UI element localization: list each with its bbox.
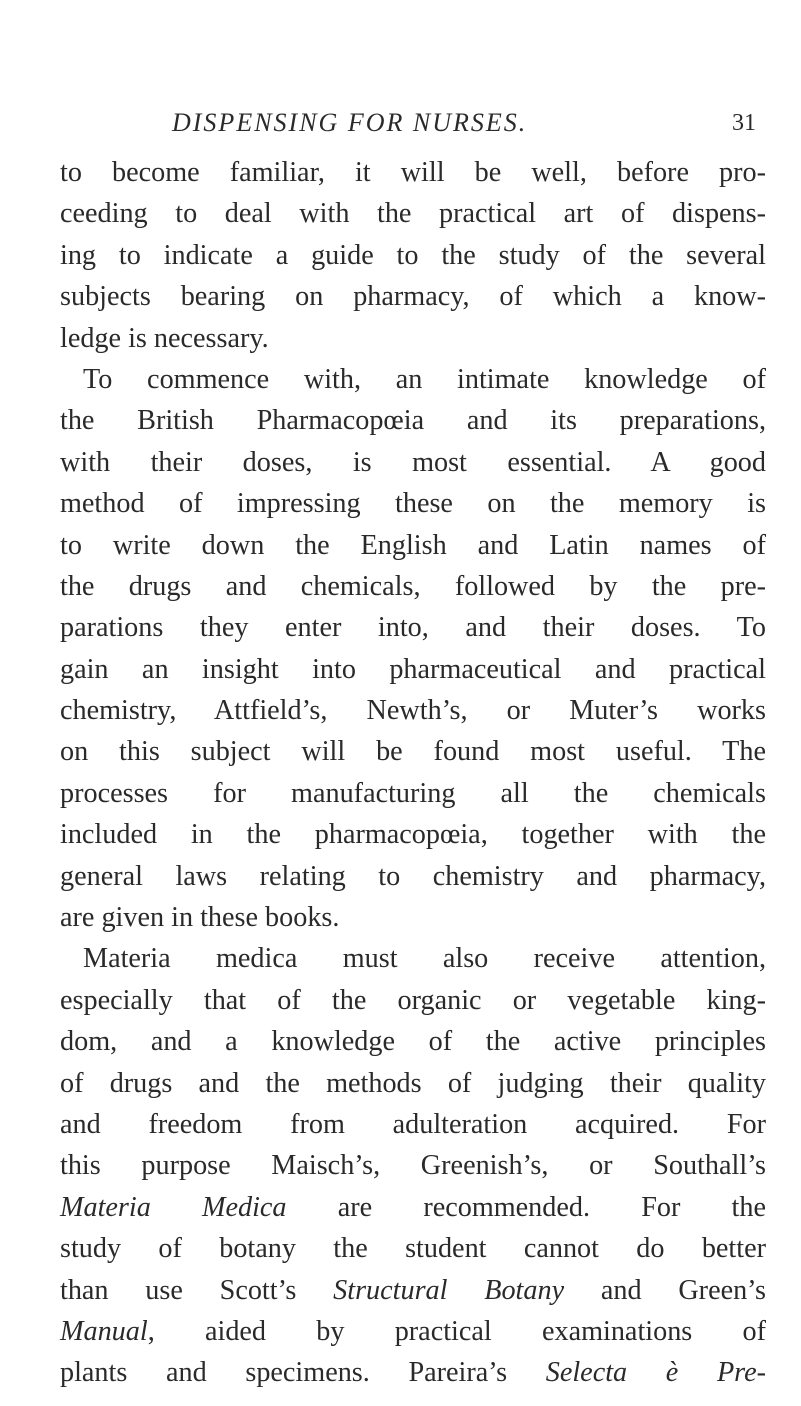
text-line bbox=[60, 938, 766, 979]
text-line bbox=[60, 897, 766, 938]
text-line bbox=[60, 1228, 766, 1269]
text-run: on this subject will be found most useful. The bbox=[60, 736, 766, 768]
text-run: the drugs and chemicals, followed by the pre- bbox=[60, 570, 766, 602]
text-line bbox=[60, 442, 766, 483]
text-line bbox=[60, 773, 766, 814]
text-run: method of impressing these on the memory is bbox=[60, 488, 766, 520]
text-run: to write down the English and Latin names of bbox=[60, 529, 766, 561]
text-run: and Green’s bbox=[564, 1274, 766, 1306]
text-run: especially that of the organic or vegetable king- bbox=[60, 984, 766, 1016]
text-run: of drugs and the methods of judging their quality bbox=[60, 1067, 766, 1099]
text-line bbox=[60, 814, 766, 855]
text-run: are recommended. For the bbox=[286, 1191, 766, 1223]
text-line bbox=[60, 525, 766, 566]
text-run: ceeding to deal with the practical art of dispens- bbox=[60, 198, 766, 230]
text-line bbox=[60, 1187, 766, 1228]
text-run: Materia medica must also receive attention, bbox=[83, 943, 766, 975]
text-line bbox=[60, 193, 766, 234]
paragraph bbox=[60, 938, 766, 1393]
running-head bbox=[60, 108, 766, 144]
text-run: plants and specimens. Pareira’s bbox=[60, 1357, 546, 1389]
italic-title: Structural Botany bbox=[333, 1274, 565, 1306]
text-run: To commence with, an intimate knowledge of bbox=[83, 363, 766, 395]
text-line bbox=[60, 690, 766, 731]
text-line bbox=[60, 856, 766, 897]
text-line bbox=[60, 566, 766, 607]
text-line bbox=[60, 400, 766, 441]
text-run: study of botany the student cannot do better bbox=[60, 1233, 766, 1265]
body-text bbox=[60, 152, 766, 1394]
text-run: subjects bearing on pharmacy, of which a know- bbox=[60, 281, 766, 313]
text-run: dom, and a knowledge of the active principles bbox=[60, 1026, 766, 1058]
text-line bbox=[60, 1270, 766, 1311]
text-line bbox=[60, 1145, 766, 1186]
text-run: this purpose Maisch’s, Greenish’s, or Southall’s bbox=[60, 1150, 766, 1182]
text-run: and freedom from adulteration acquired. For bbox=[60, 1108, 766, 1140]
text-line bbox=[60, 649, 766, 690]
text-line bbox=[60, 1021, 766, 1062]
text-run: are given in these books. bbox=[60, 902, 340, 934]
paragraph bbox=[60, 359, 766, 938]
text-line bbox=[60, 1063, 766, 1104]
italic-title: Selecta è Pre- bbox=[545, 1357, 767, 1389]
text-run: to become familiar, it will be well, before pro- bbox=[60, 157, 766, 188]
paragraph bbox=[60, 152, 766, 359]
text-run: ing to indicate a guide to the study of the several bbox=[60, 239, 766, 271]
text-line bbox=[60, 483, 766, 524]
text-line bbox=[60, 152, 766, 193]
text-line bbox=[60, 607, 766, 648]
text-line bbox=[60, 235, 766, 276]
text-run: gain an insight into pharmaceutical and practical bbox=[60, 653, 766, 685]
text-run: , aided by practical examinations of bbox=[147, 1315, 766, 1347]
text-line bbox=[60, 318, 766, 359]
text-run: the British Pharmacopœia and its preparations, bbox=[60, 405, 766, 437]
text-line bbox=[60, 980, 766, 1021]
text-line bbox=[60, 1352, 766, 1393]
text-line bbox=[60, 731, 766, 772]
text-run: processes for manufacturing all the chemicals bbox=[60, 777, 766, 809]
text-run: than use Scott’s bbox=[60, 1274, 334, 1306]
page-number: 31 bbox=[732, 110, 756, 136]
text-run: parations they enter into, and their doses. To bbox=[60, 612, 766, 644]
text-run: general laws relating to chemistry and pharmacy, bbox=[60, 860, 766, 892]
text-run: ledge is necessary. bbox=[60, 322, 269, 354]
text-line bbox=[60, 359, 766, 400]
italic-title: Manual bbox=[60, 1315, 148, 1347]
running-title: DISPENSING FOR NURSES. bbox=[172, 108, 528, 137]
text-line bbox=[60, 1104, 766, 1145]
text-line bbox=[60, 1311, 766, 1352]
text-line bbox=[60, 276, 766, 317]
text-run: included in the pharmacopœia, together with the bbox=[60, 819, 766, 851]
text-run: chemistry, Attfield’s, Newth’s, or Muter’s works bbox=[60, 695, 766, 727]
italic-title: Materia Medica bbox=[60, 1191, 287, 1223]
text-run: with their doses, is most essential. A good bbox=[60, 446, 766, 478]
